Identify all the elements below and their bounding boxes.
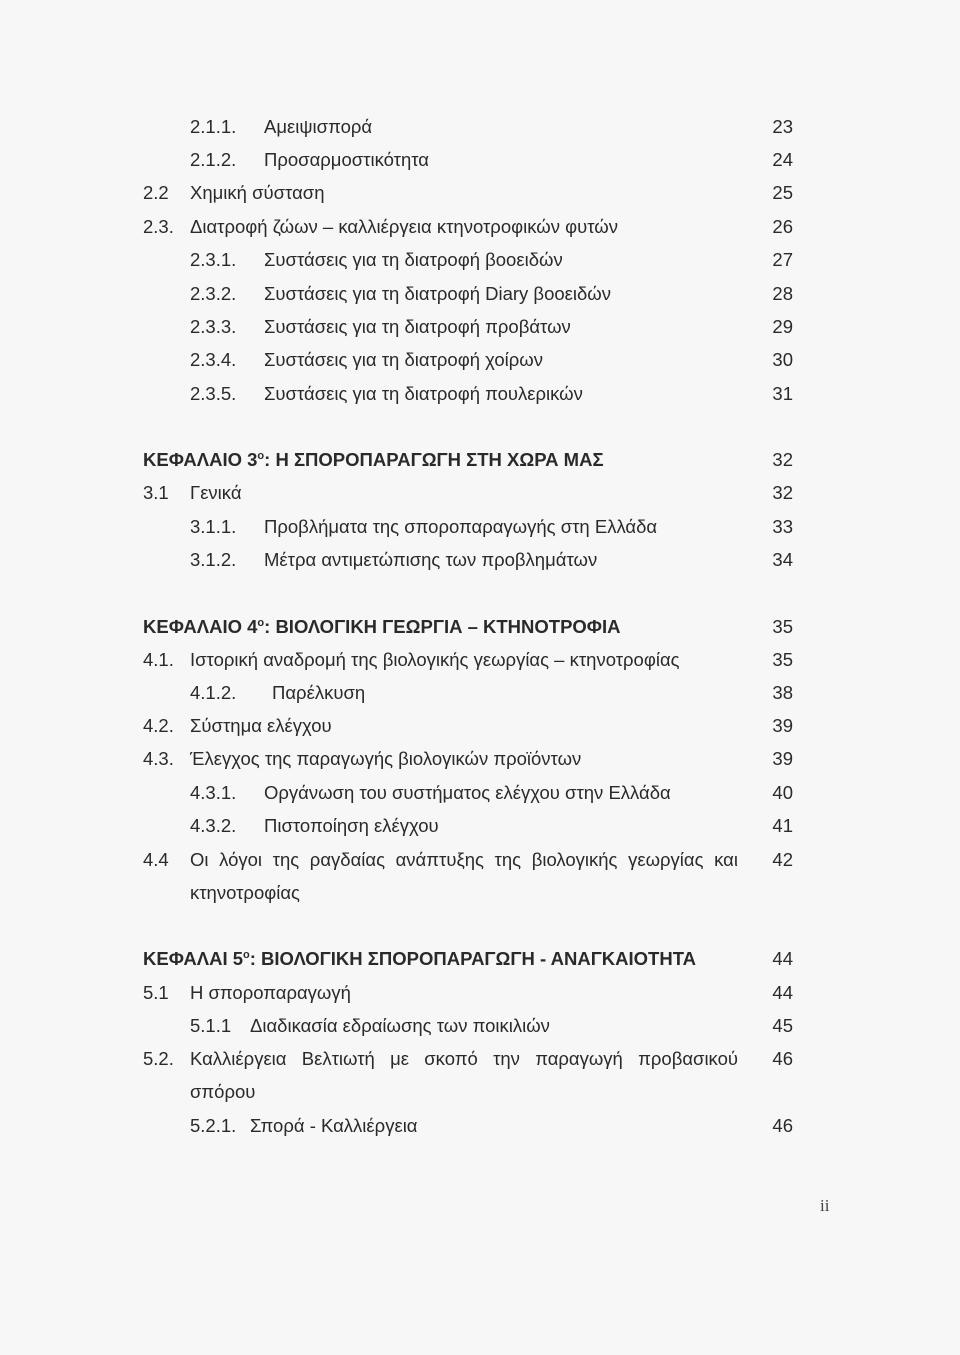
toc-entry: 4.1. Ιστορική αναδρομή της βιολογικής γεωργίας – κτηνοτροφίας 35 <box>143 649 793 670</box>
toc-entry: 2.2 Χημική σύσταση 25 <box>143 182 793 203</box>
toc-entry: 3.1 Γενικά 32 <box>143 482 793 503</box>
toc-entry: 4.2. Σύστημα ελέγχου 39 <box>143 715 793 736</box>
page-number: ii <box>820 1196 830 1215</box>
toc-entry: 2.3.5. Συστάσεις για τη διατροφή πουλερικών 31 <box>190 383 793 404</box>
toc-entry: 5.2. Καλλιέργεια Βελτιωτή με σκοπό την παραγωγή προβασικού 46 <box>143 1048 793 1069</box>
toc-entry: 2.3.2. Συστάσεις για τη διατροφή Diary βοοειδών 28 <box>190 283 793 304</box>
toc-entry: 4.4 Οι λόγοι της ραγδαίας ανάπτυξης της βιολογικής γεωργίας και 42 <box>143 849 793 870</box>
toc-entry: 2.3.3. Συστάσεις για τη διατροφή προβάτων 29 <box>190 316 793 337</box>
chapter-heading-5: ΚΕΦΑΛΑΙ $5^o$: ΒΙΟΛΟΓΙΚΗ ΣΠΟΡΟΠΑΡΑΓΩΓΗ - ΑΝΑΓΚΑΙΟΤΗΤΑ 44 <box>143 948 793 969</box>
toc-entry: 2.3.1. Συστάσεις για τη διατροφή βοοειδών 27 <box>190 249 793 270</box>
toc-entry: 4.3. Έλεγχος της παραγωγής βιολογικών προϊόντων 39 <box>143 748 793 769</box>
toc-entry: 3.1.2. Μέτρα αντιμετώπισης των προβλημάτων 34 <box>190 549 793 570</box>
toc-entry-continuation: κτηνοτροφίας <box>190 882 300 903</box>
toc-entry: 5.2.1. Σπορά - Καλλιέργεια 46 <box>190 1115 793 1136</box>
toc-entry: 4.3.1. Οργάνωση του συστήματος ελέγχου στην Ελλάδα 40 <box>190 782 793 803</box>
toc-entry: 4.1.2. Παρέλκυση 38 <box>190 682 793 703</box>
toc-entry: 4.3.2. Πιστοποίηση ελέγχου 41 <box>190 815 793 836</box>
toc-entry: 3.1.1. Προβλήματα της σποροπαραγωγής στη Ελλάδα 33 <box>190 516 793 537</box>
toc-entry: 2.1.1. Αμειψισπορά 23 <box>190 116 793 137</box>
toc-entry: 5.1 Η σποροπαραγωγή 44 <box>143 982 793 1003</box>
toc-entry: 2.1.2. Προσαρμοστικότητα 24 <box>190 149 793 170</box>
toc-entry: 5.1.1 Διαδικασία εδραίωσης των ποικιλιών 45 <box>190 1015 793 1036</box>
toc-entry-continuation: σπόρου <box>190 1081 256 1102</box>
chapter-heading-3: ΚΕΦΑΛΑΙΟ $3^o$: Η ΣΠΟΡΟΠΑΡΑΓΩΓΗ ΣΤΗ ΧΩΡΑ ΜΑΣ 32 <box>143 449 793 470</box>
chapter-heading-4: ΚΕΦΑΛΑΙΟ $4^o$: ΒΙΟΛΟΓΙΚΗ ΓΕΩΡΓΙΑ – ΚΤΗΝΟΤΡΟΦΙΑ 35 <box>143 616 793 637</box>
toc-entry: 2.3. Διατροφή ζώων – καλλιέργεια κτηνοτροφικών φυτών 26 <box>143 216 793 237</box>
toc-entry: 2.3.4. Συστάσεις για τη διατροφή χοίρων 30 <box>190 349 793 370</box>
